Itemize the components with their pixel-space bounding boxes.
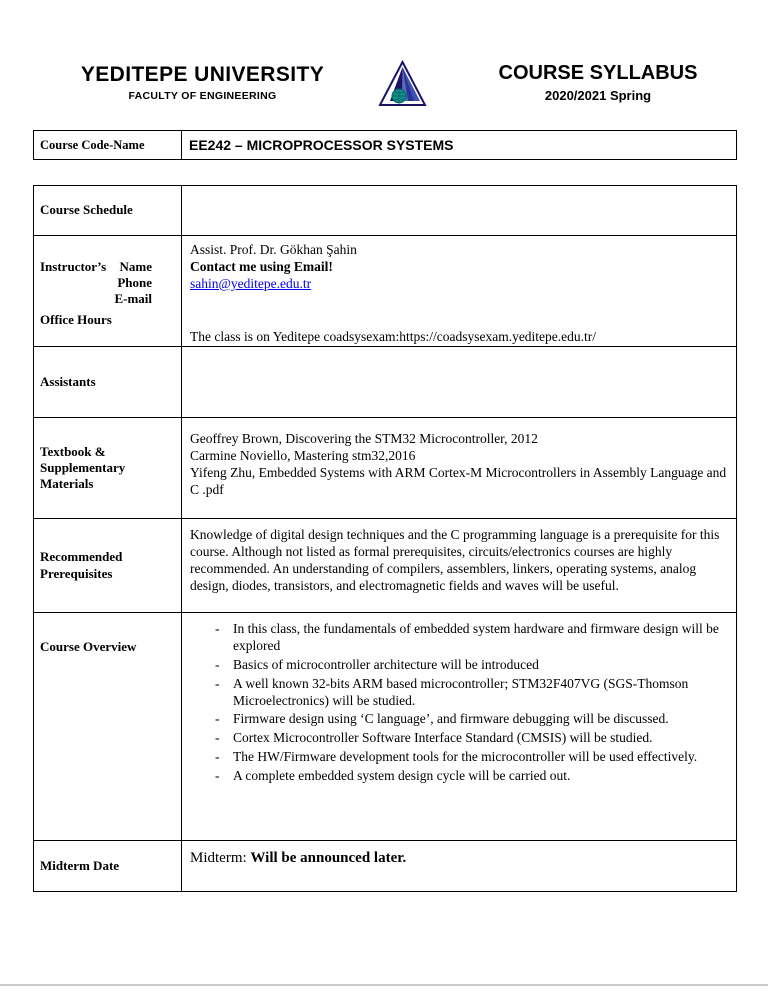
textbook-content-cell [182, 418, 736, 518]
instructor-label-email: E-mail [114, 291, 152, 307]
prerequisites-label: Recommended Prerequisites [34, 519, 182, 612]
overview-item-text: Firmware design using ‘C language’, and firmware debugging will be discussed. [233, 711, 669, 727]
row-course-overview [34, 612, 736, 840]
instructor-name: Assist. Prof. Dr. Gökhan Şahin [190, 242, 357, 257]
course-schedule-value [182, 186, 736, 235]
instructor-email-link[interactable]: sahin@yeditepe.edu.tr [190, 275, 312, 291]
course-code-label: Course Code-Name [34, 131, 182, 159]
bullet-dash: - [215, 656, 220, 672]
document-title: COURSE SYLLABUS [498, 62, 698, 84]
assistants-value [182, 347, 736, 417]
overview-item-text: A well known 32-bits ARM based microcontroller; STM32F407VG (SGS-Thomson Microelectronics) will be studied. [233, 675, 689, 708]
midterm-prefix: Midterm: [190, 850, 251, 866]
instructor-content-cell [182, 236, 736, 351]
textbook-line: Carmine Noviello, Mastering stm32,2016 [190, 447, 416, 463]
instructor-label-part1: Instructor’s [40, 258, 107, 274]
bullet-dash: - [215, 621, 220, 636]
instructor-label-office-hours: Office Hours [40, 311, 112, 327]
prerequisites-text: Knowledge of digital design techniques and the C programming language is a prerequisite for this course. Although not listed as formal prerequisites, circuits/electronics courses are highly recommended. An understanding of compilers, assemblers, linkers, operating systems, analog design, diodes, transistors, and electromagnetic fields and waves will be useful. [190, 527, 720, 593]
syllabus-table [33, 185, 737, 892]
textbook-line: Yifeng Zhu, Embedded Systems with ARM Cortex-M Microcontrollers in Assembly Language and C .pdf [190, 464, 727, 497]
overview-item [215, 657, 722, 674]
overview-item [215, 730, 722, 747]
bullet-dash: - [215, 675, 220, 691]
bullet-dash: - [215, 749, 220, 765]
textbook-label: Textbook & Supplementary Materials [34, 418, 182, 518]
course-code-table [33, 130, 737, 160]
course-overview-list [182, 613, 736, 840]
header-right [478, 62, 718, 103]
bullet-dash: - [215, 730, 220, 746]
midterm-announcement: Will be announced later. [250, 850, 407, 866]
contact-note: Contact me using Email! [190, 258, 333, 274]
instructor-label-cell [34, 236, 182, 351]
term-label: 2020/2021 Spring [544, 88, 652, 103]
course-schedule-label: Course Schedule [34, 186, 182, 235]
overview-item-text: Basics of microcontroller architecture will be introduced [233, 656, 539, 672]
row-instructor [34, 235, 736, 346]
overview-item [215, 749, 722, 766]
overview-item-text: Cortex Microcontroller Software Interface Standard (CMSIS) will be studied. [233, 730, 653, 746]
instructor-label-phone: Phone [117, 275, 152, 290]
university-logo-icon [378, 60, 427, 109]
overview-item [215, 621, 722, 655]
overview-item-text: In this class, the fundamentals of embedded system hardware and firmware design will be explored [233, 621, 719, 653]
overview-item-text: The HW/Firmware development tools for the microcontroller will be used effectively. [233, 749, 698, 765]
bullet-dash: - [215, 711, 220, 727]
page-break-line [0, 984, 768, 986]
university-name: YEDITEPE UNIVERSITY [80, 63, 325, 86]
bullet-dash: - [215, 768, 220, 783]
row-midterm-date [34, 840, 736, 891]
row-course-schedule [34, 186, 736, 235]
overview-item-text: A complete embedded system design cycle will be carried out. [233, 768, 571, 783]
assistants-label: Assistants [34, 347, 182, 417]
textbook-line: Geoffrey Brown, Discovering the STM32 Microcontroller, 2012 [190, 431, 538, 446]
overview-item [215, 676, 722, 710]
row-textbook [34, 417, 736, 518]
class-location-note: The class is on Yeditepe coadsysexam:https://coadsysexam.yeditepe.edu.tr/ [190, 328, 597, 344]
midterm-date-value [182, 841, 736, 891]
instructor-label-name: Name [119, 258, 152, 274]
course-code-value: EE242 – MICROPROCESSOR SYSTEMS [189, 137, 454, 153]
overview-item [215, 768, 722, 785]
midterm-date-label: Midterm Date [34, 841, 182, 891]
row-assistants [34, 346, 736, 417]
faculty-name: FACULTY OF ENGINEERING [128, 90, 277, 102]
overview-item [215, 711, 722, 728]
course-overview-label: Course Overview [34, 613, 182, 840]
header-left [70, 63, 335, 102]
row-prerequisites [34, 518, 736, 612]
